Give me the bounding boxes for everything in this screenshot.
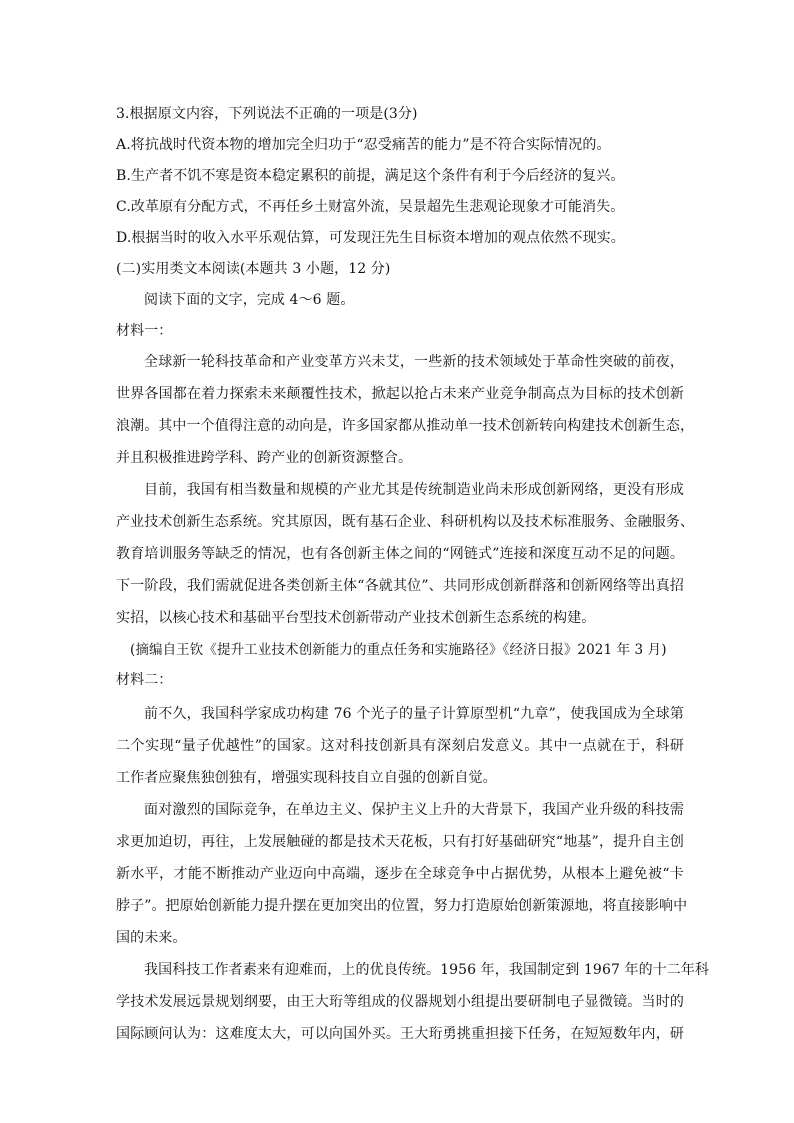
material-1-p2-line: 实招，以核心技术和基础平台型技术创新带动产业技术创新生态系统的构建。 — [116, 610, 596, 626]
material-1-p2-line: 下一阶段，我们需就促进各类创新主体“各就其位”、共同形成创新群落和创新网络等出真招 — [116, 578, 684, 594]
option-b: B.生产者不饥不寒是资本稳定累积的前提，满足这个条件有利于今后经济的复兴。 — [116, 168, 625, 184]
material-1-source: (摘编自王钦《提升工业技术创新能力的重点任务和实施路径》《经济日报》2021 年 3 月) — [130, 642, 667, 658]
question-3-stem: 3.根据原文内容，下列说法不正确的一项是(3分) — [116, 106, 418, 122]
reading-instruction: 阅读下面的文字，完成 4～6 题。 — [144, 292, 355, 308]
material-2-p1-line: 工作者应聚焦独创独有，增强实现科技自立自强的创新自觉。 — [116, 770, 497, 786]
material-1-p2-line: 产业技术创新生态系统。究其原因，既有基石企业、科研机构以及技术标准服务、金融服务、 — [116, 514, 695, 530]
material-2-p3-line: 国际顾问认为：这难度太大，可以向国外买。王大珩勇挑重担接下任务，在短短数年内，研 — [116, 1026, 684, 1042]
material-2-p2-line: 国的未来。 — [116, 930, 187, 946]
material-1-p1-line: 并且积极推进跨学科、跨产业的创新资源整合。 — [116, 450, 413, 466]
material-2-label: 材料二： — [116, 672, 173, 688]
material-2-p2-line: 新水平，才能不断推动产业迈向中高端，逐步在全球竞争中占据优势，从根本上避免被“卡 — [116, 866, 684, 882]
material-2-p3-line: 我国科技工作者素来有迎难而，上的优良传统。1956 年，我国制定到 1967 年的十二年科 — [144, 962, 710, 978]
material-1-p1-line: 全球新一轮科技革命和产业变革方兴未艾，一些新的技术领域处于革命性突破的前夜， — [144, 354, 684, 370]
material-1-label: 材料一： — [116, 323, 173, 339]
material-1-p2-line: 目前，我国有相当数量和规模的产业尤其是传统制造业尚未形成创新网络，更没有形成 — [144, 482, 684, 498]
material-2-p1-line: 前不久，我国科学家成功构建 76 个光子的量子计算原型机“九章”，使我国成为全球第 — [144, 706, 684, 722]
material-1-p2-line: 教育培训服务等缺乏的情况，也有各创新主体之间的“网链式”连接和深度互动不足的问题。 — [116, 546, 684, 562]
option-d: D.根据当时的收入水平乐观估算，可发现汪先生目标资本增加的观点依然不现实。 — [116, 230, 625, 246]
material-1-p1-line: 世界各国都在着力探索未来颠覆性技术，掀起以抢占未来产业竞争制高点为目标的技术创新 — [116, 386, 684, 402]
material-1-p1-line: 浪潮。其中一个值得注意的动向是，许多国家都从推动单一技术创新转向构建技术创新生态， — [116, 418, 695, 434]
material-2-p3-line: 学技术发展远景规划纲要，由王大珩等组成的仪器规划小组提出要研制电子显微镜。当时的 — [116, 994, 684, 1010]
option-a: A.将抗战时代资本物的增加完全归功于“忍受痛苦的能力”是不符合实际情况的。 — [116, 137, 611, 153]
material-2-p2-line: 脖子”。把原始创新能力提升摆在更加突出的位置，努力打造原始创新策源地，将直接影响中 — [116, 898, 688, 914]
option-c: C.改革原有分配方式，不再任乡土财富外流，吴景超先生悲观论现象才可能消失。 — [116, 199, 625, 215]
material-2-p2-line: 求更加迫切，再往，上发展触碰的都是技术天花板，只有打好基础研究“地基”，提升自主创 — [116, 834, 684, 850]
material-2-p2-line: 面对激烈的国际竞争，在单边主义、保护主义上升的大背景下，我国产业升级的科技需 — [144, 802, 684, 818]
material-2-p1-line: 二个实现“量子优越性”的国家。这对科技创新具有深刻启发意义。其中一点就在于，科研 — [116, 738, 684, 754]
section-heading: (二)实用类文本阅读(本题共 3 小题，12 分) — [116, 261, 391, 277]
